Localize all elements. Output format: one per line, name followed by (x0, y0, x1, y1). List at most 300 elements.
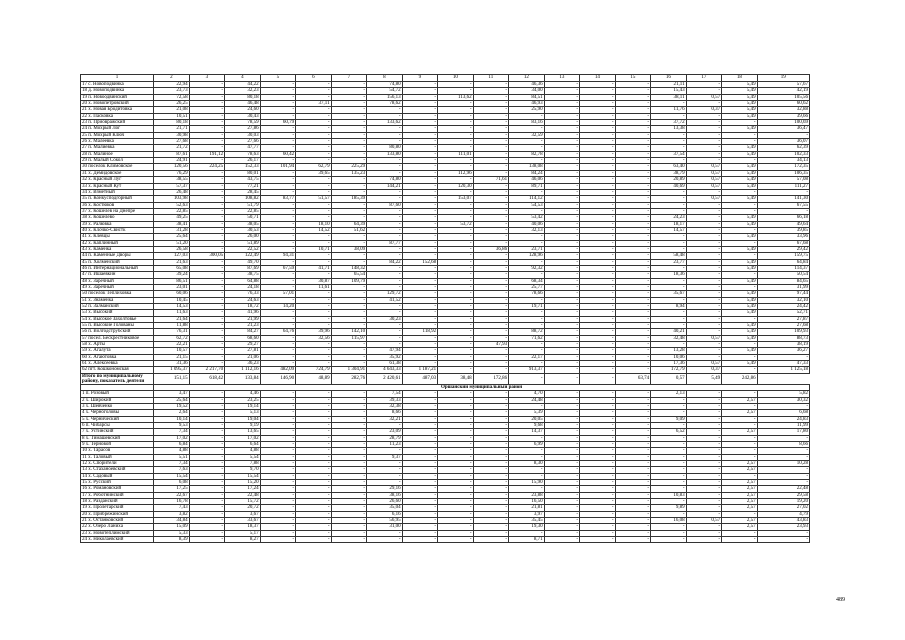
value-cell: - (473, 208, 509, 214)
value-cell: 38,79 (651, 170, 687, 176)
value-cell: 120,30 (438, 183, 474, 189)
value-cell: - (473, 441, 509, 447)
value-cell: 9,53 (154, 422, 190, 428)
value-cell: - (473, 518, 509, 524)
value-cell: - (331, 403, 367, 409)
settlement-name: 26 х. Малеевка (81, 139, 154, 145)
value-cell: - (722, 139, 758, 145)
value-cell: - (260, 473, 296, 479)
value-cell: 44,22 (225, 82, 261, 88)
settlement-name: 35 п. Конкусподгорный (81, 196, 154, 202)
value-cell: - (580, 323, 616, 329)
value-cell: 30,53 (225, 227, 261, 233)
value-cell: - (402, 113, 438, 119)
settlement-name: 32 х. Красный Луг (81, 177, 154, 183)
value-cell: 86,51 (154, 278, 190, 284)
value-cell: - (260, 240, 296, 246)
value-cell: - (189, 435, 225, 441)
value-cell: 135,23 (331, 170, 367, 176)
value-cell: - (757, 467, 809, 473)
value-cell: - (473, 183, 509, 189)
value-cell: - (544, 265, 580, 271)
value-cell: 56,95 (367, 518, 403, 524)
value-cell: - (473, 391, 509, 397)
value-cell: 300,05 (189, 253, 225, 259)
value-cell: 32,88 (757, 107, 809, 113)
value-cell: - (686, 448, 722, 454)
value-cell: 724,79 (296, 367, 332, 373)
value-cell: - (331, 139, 367, 145)
value-cell: - (473, 403, 509, 409)
value-cell: 120,56 (154, 164, 190, 170)
value-cell: - (615, 342, 651, 348)
value-cell: - (580, 151, 616, 157)
value-cell: 74,80 (367, 82, 403, 88)
value-cell: 10,45 (154, 297, 190, 303)
value-cell: - (473, 429, 509, 435)
value-cell: - (331, 479, 367, 485)
value-cell: - (615, 101, 651, 107)
value-cell: - (544, 285, 580, 291)
value-cell: - (686, 88, 722, 94)
value-cell: 33,96 (757, 234, 809, 240)
value-cell: 21,99 (225, 316, 261, 322)
value-cell: - (615, 196, 651, 202)
value-cell: - (544, 297, 580, 303)
value-cell: 32,21 (367, 416, 403, 422)
value-cell: - (260, 259, 296, 265)
value-cell: - (189, 101, 225, 107)
value-cell: 27,02 (757, 505, 809, 511)
value-cell: - (722, 416, 758, 422)
value-cell: - (615, 139, 651, 145)
value-cell: - (615, 361, 651, 367)
settlement-name: 58 х. Арты (81, 342, 154, 348)
value-cell: - (296, 291, 332, 297)
value-cell: 7,43 (154, 505, 190, 511)
value-cell: - (509, 145, 545, 151)
settlement-name: 33 х. Красный Кут (81, 183, 154, 189)
value-cell: - (580, 183, 616, 189)
column-number: 18 (722, 75, 758, 82)
value-cell: - (580, 227, 616, 233)
value-cell: 4 643,33 (367, 367, 403, 373)
value-cell: 21,71 (154, 126, 190, 132)
value-cell: - (402, 518, 438, 524)
value-cell: - (544, 164, 580, 170)
value-cell: - (686, 486, 722, 492)
value-cell: - (331, 397, 367, 403)
value-cell: - (544, 158, 580, 164)
value-cell: 87,60 (367, 202, 403, 208)
subtotal-value: 5,49 (686, 373, 722, 384)
value-cell: 22,48 (757, 486, 809, 492)
settlement-name: 41 х. Клевцы (81, 234, 154, 240)
value-cell: - (544, 139, 580, 145)
value-cell: - (544, 151, 580, 157)
value-cell: - (296, 441, 332, 447)
value-cell: - (296, 202, 332, 208)
value-cell: 7,88 (225, 460, 261, 466)
value-cell: 0,57 (686, 94, 722, 100)
value-cell: - (189, 145, 225, 151)
value-cell: 23,88 (509, 492, 545, 498)
value-cell: 78,63 (225, 151, 261, 157)
value-cell: 5,39 (509, 410, 545, 416)
value-cell: 1 095,37 (154, 367, 190, 373)
value-cell: 10,71 (296, 246, 332, 252)
value-cell: - (757, 132, 809, 138)
value-cell: - (615, 177, 651, 183)
value-cell: - (686, 467, 722, 473)
value-cell: 88,73 (757, 335, 809, 341)
value-cell: 30,32 (757, 397, 809, 403)
value-cell: - (367, 113, 403, 119)
value-cell: 29,58 (757, 492, 809, 498)
value-cell: - (189, 177, 225, 183)
value-cell: - (296, 361, 332, 367)
value-cell: - (367, 189, 403, 195)
column-number: 5 (260, 75, 296, 82)
value-cell: - (615, 259, 651, 265)
value-cell: 43,83 (757, 518, 809, 524)
value-cell: - (189, 410, 225, 416)
value-cell: - (580, 246, 616, 252)
value-cell: 5,82 (757, 391, 809, 397)
value-cell: 2,57 (722, 410, 758, 416)
value-cell: - (189, 183, 225, 189)
value-cell: 133,62 (367, 120, 403, 126)
value-cell: - (331, 348, 367, 354)
value-cell: 5,49 (722, 126, 758, 132)
value-cell: 111,27 (757, 183, 809, 189)
value-cell: - (615, 158, 651, 164)
value-cell: - (189, 486, 225, 492)
value-cell: 65,54 (331, 272, 367, 278)
settlement-name: 20 х. Прибрежинский (81, 511, 154, 517)
subtotal-value: - (544, 373, 580, 384)
value-cell: - (438, 240, 474, 246)
value-cell: - (615, 329, 651, 335)
value-cell: - (651, 316, 687, 322)
value-cell: - (615, 291, 651, 297)
value-cell: - (580, 196, 616, 202)
value-cell: - (615, 316, 651, 322)
value-cell: - (260, 467, 296, 473)
value-cell: - (473, 94, 509, 100)
value-cell: 10,28 (757, 460, 809, 466)
value-cell: - (402, 479, 438, 485)
value-cell: - (473, 189, 509, 195)
value-cell: 913,37 (509, 367, 545, 373)
value-cell: - (686, 499, 722, 505)
value-cell: 9,68 (509, 422, 545, 428)
value-cell: - (296, 304, 332, 310)
value-cell: - (402, 429, 438, 435)
value-cell: 27,87 (757, 316, 809, 322)
value-cell: 0,57 (686, 361, 722, 367)
value-cell: - (580, 329, 616, 335)
value-cell: - (438, 524, 474, 530)
value-cell: 18,37 (225, 524, 261, 530)
value-cell: - (544, 323, 580, 329)
value-cell: 13,28 (651, 348, 687, 354)
value-cell: 32,10 (757, 297, 809, 303)
value-cell: - (686, 240, 722, 246)
value-cell: 61,38 (367, 361, 403, 367)
value-cell: - (331, 88, 367, 94)
value-cell: - (686, 215, 722, 221)
value-cell: 23,71 (509, 246, 545, 252)
value-cell: - (296, 537, 332, 543)
value-cell: - (722, 120, 758, 126)
value-cell: - (331, 530, 367, 536)
value-cell: - (473, 537, 509, 543)
value-cell: 84,27 (225, 329, 261, 335)
value-cell: 27,66 (225, 139, 261, 145)
value-cell: - (615, 285, 651, 291)
value-cell: - (331, 82, 367, 88)
value-cell: - (438, 246, 474, 252)
value-cell: - (260, 177, 296, 183)
value-cell: 5,49 (722, 88, 758, 94)
value-cell: - (189, 227, 225, 233)
value-cell: - (189, 189, 225, 195)
value-cell: - (473, 473, 509, 479)
value-cell: 46,93 (509, 101, 545, 107)
value-cell: 113,62 (438, 94, 474, 100)
value-cell: 21,72 (154, 145, 190, 151)
settlement-name: 9 х. Терновой (81, 441, 154, 447)
value-cell: - (615, 448, 651, 454)
value-cell: - (686, 278, 722, 284)
value-cell: 49,70 (225, 259, 261, 265)
value-cell: 37,72 (651, 120, 687, 126)
value-cell: 19,71 (509, 304, 545, 310)
value-cell: 37,54 (651, 151, 687, 157)
value-cell: 142,10 (331, 329, 367, 335)
value-cell: - (580, 492, 616, 498)
value-cell: - (402, 145, 438, 151)
value-cell: 41,71 (296, 265, 332, 271)
value-cell: - (473, 291, 509, 297)
value-cell: - (438, 367, 474, 373)
value-cell: - (367, 164, 403, 170)
value-cell: 8,27 (225, 537, 261, 543)
value-cell: - (473, 285, 509, 291)
value-cell: 9,70 (225, 467, 261, 473)
value-cell: 5,49 (722, 101, 758, 107)
value-cell: - (438, 227, 474, 233)
value-cell: - (438, 272, 474, 278)
value-cell: - (615, 397, 651, 403)
value-cell: 39,65 (296, 170, 332, 176)
value-cell: 100,69 (757, 120, 809, 126)
value-cell: 57,37 (154, 183, 190, 189)
value-cell: 112,96 (438, 170, 474, 176)
value-cell: - (438, 304, 474, 310)
value-cell: - (615, 467, 651, 473)
value-cell: - (544, 189, 580, 195)
value-cell: - (686, 272, 722, 278)
value-cell: - (615, 272, 651, 278)
value-cell: 22,48 (225, 492, 261, 498)
value-cell: - (544, 530, 580, 536)
value-cell: 74,80 (367, 177, 403, 183)
value-cell: - (580, 113, 616, 119)
value-cell: - (580, 132, 616, 138)
value-cell: - (189, 234, 225, 240)
value-cell: - (331, 253, 367, 259)
value-cell: - (438, 473, 474, 479)
value-cell: 0,57 (686, 335, 722, 341)
value-cell: 1 187,21 (402, 367, 438, 373)
value-cell: - (473, 422, 509, 428)
value-cell: - (296, 183, 332, 189)
value-cell: - (402, 221, 438, 227)
value-cell: - (331, 177, 367, 183)
value-cell: - (615, 221, 651, 227)
value-cell: - (615, 310, 651, 316)
value-cell: - (296, 234, 332, 240)
value-cell: - (260, 227, 296, 233)
value-cell: 11,23 (367, 441, 403, 447)
value-cell: - (260, 499, 296, 505)
value-cell: 6,16 (367, 511, 403, 517)
value-cell: - (686, 208, 722, 214)
value-cell: 224,25 (189, 164, 225, 170)
value-cell: - (331, 208, 367, 214)
value-cell: 8,30 (509, 460, 545, 466)
value-cell: - (331, 499, 367, 505)
value-cell: - (473, 126, 509, 132)
value-cell: 5,49 (722, 335, 758, 341)
value-cell: - (651, 265, 687, 271)
value-cell: 21,11 (651, 82, 687, 88)
value-cell: - (189, 88, 225, 94)
value-cell: 38,41 (154, 221, 190, 227)
value-cell: - (580, 537, 616, 543)
value-cell: - (686, 348, 722, 354)
value-cell: 54,72 (367, 88, 403, 94)
value-cell: 60,62 (757, 101, 809, 107)
value-cell: - (544, 304, 580, 310)
value-cell: - (686, 82, 722, 88)
column-number: 1 (81, 75, 154, 82)
value-cell: - (509, 467, 545, 473)
value-cell: - (331, 511, 367, 517)
value-cell: - (686, 435, 722, 441)
value-cell: - (615, 183, 651, 189)
settlement-name: 24 х. Николаевский (81, 537, 154, 543)
value-cell: - (615, 246, 651, 252)
value-cell: - (509, 259, 545, 265)
value-cell: - (544, 537, 580, 543)
value-cell: - (189, 265, 225, 271)
value-cell: - (296, 259, 332, 265)
value-cell: 53,72 (438, 221, 474, 227)
value-cell: 14,20 (260, 304, 296, 310)
value-cell: - (260, 530, 296, 536)
column-number: 14 (580, 75, 616, 82)
value-cell: - (509, 473, 545, 479)
value-cell: 5,49 (722, 265, 758, 271)
column-number: 2 (154, 75, 190, 82)
value-cell: - (651, 410, 687, 416)
value-cell: 31,28 (154, 227, 190, 233)
value-cell: - (580, 240, 616, 246)
value-cell: - (544, 234, 580, 240)
value-cell: 36,47 (757, 126, 809, 132)
value-cell: - (260, 101, 296, 107)
value-cell: - (189, 208, 225, 214)
value-cell: - (260, 505, 296, 511)
value-cell: - (331, 145, 367, 151)
subtotal-value: 242,86 (722, 373, 758, 384)
value-cell: 152,68 (402, 259, 438, 265)
value-cell: 38,11 (651, 94, 687, 100)
value-cell: - (615, 403, 651, 409)
value-cell: 18,36 (651, 272, 687, 278)
value-cell: - (438, 164, 474, 170)
value-cell: - (544, 170, 580, 176)
value-cell: - (402, 505, 438, 511)
subtotal-label: Итого по муниципальному району, показатель деятели (81, 373, 154, 384)
value-cell: 26,48 (154, 189, 190, 195)
value-cell: - (686, 329, 722, 335)
value-cell: - (189, 354, 225, 360)
value-cell: - (402, 291, 438, 297)
value-cell: 13,38 (651, 126, 687, 132)
value-cell: 6,64 (225, 441, 261, 447)
value-cell: - (615, 441, 651, 447)
value-cell: 5,49 (722, 297, 758, 303)
value-cell: - (331, 316, 367, 322)
value-cell: - (438, 505, 474, 511)
settlement-name: 18 х. Разданский (81, 499, 154, 505)
settlement-name: 54 х. Высокое Захолтовье (81, 316, 154, 322)
column-number: 9 (402, 75, 438, 82)
value-cell: 37,11 (296, 101, 332, 107)
value-cell: - (402, 499, 438, 505)
value-cell: - (189, 94, 225, 100)
value-cell: 133,80 (367, 151, 403, 157)
value-cell: 5,13 (225, 410, 261, 416)
value-cell: - (615, 113, 651, 119)
value-cell: - (260, 335, 296, 341)
value-cell: - (367, 460, 403, 466)
value-cell: - (686, 454, 722, 460)
value-cell: - (544, 113, 580, 119)
value-cell: - (331, 492, 367, 498)
value-cell: - (438, 215, 474, 221)
value-cell: - (296, 82, 332, 88)
value-cell: - (686, 460, 722, 466)
value-cell: - (260, 416, 296, 422)
settlement-name: 14 х. Садовый (81, 473, 154, 479)
value-cell: - (260, 297, 296, 303)
column-number: 16 (651, 75, 687, 82)
value-cell: - (367, 422, 403, 428)
value-cell: 84,24 (509, 170, 545, 176)
value-cell: 15,43 (651, 88, 687, 94)
value-cell: 129,72 (367, 291, 403, 297)
settlement-name: 6 п. Чибарсы (81, 422, 154, 428)
value-cell: 76,33 (225, 291, 261, 297)
value-cell: - (402, 189, 438, 195)
subtotal-value: - (580, 373, 616, 384)
value-cell: - (367, 158, 403, 164)
